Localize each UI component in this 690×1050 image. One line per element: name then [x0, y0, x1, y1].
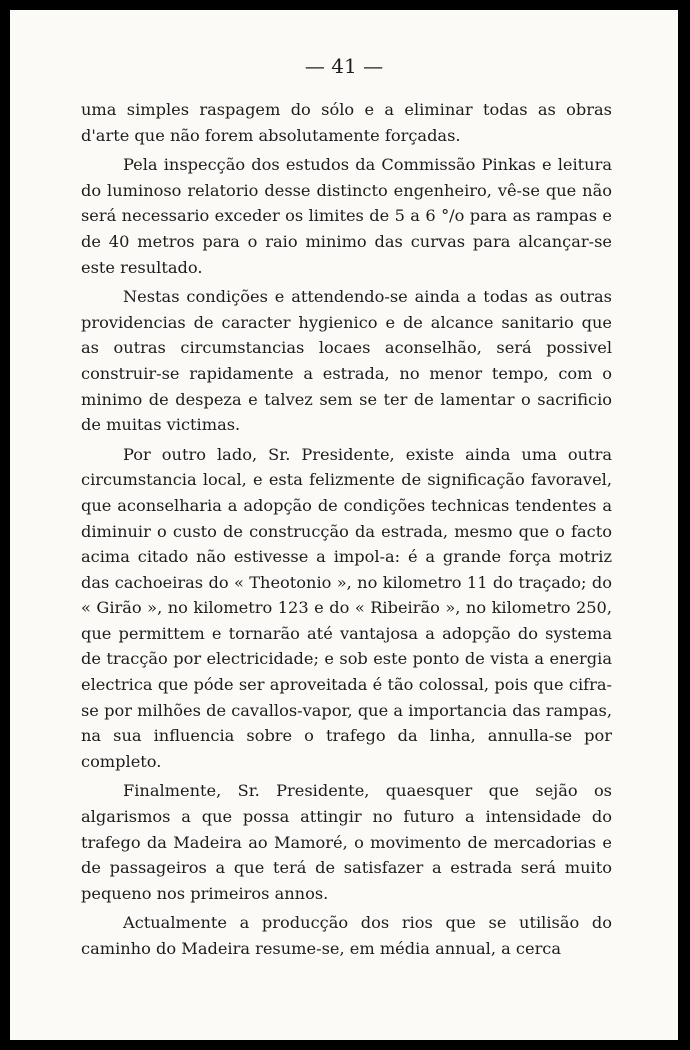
paragraph-inspection-pinkas: Pela inspecção dos estudos da Commissão Pinkas e leitura do luminoso relatorio desse distincto engenheiro, vê-se que não será necessario exceder os limites de 5 a 6 °/o para as rampas e de 40 metros para o raio minimo das curvas para alcançar-se este resultado.: [81, 155, 612, 277]
paragraph-continued: uma simples raspagem do sólo e a eliminar todas as obras d'arte que não forem absolutamente forçadas.: [81, 100, 612, 145]
paragraph-sanitary-conditions: Nestas condições e attendendo-se ainda a todas as outras providencias de caracter hygienico e de alcance sanitario que as outras circumstancias locaes aconselhão, será possivel construir-se rapidamente a estrada, no menor tempo, com o minimo de despeza e talvez sem se ter de lamentar o sacrificio de muitas victimas.: [81, 287, 612, 435]
document-page: [10, 10, 678, 1040]
paragraph-traffic-madeira-mamore: Finalmente, Sr. Presidente, quaesquer que sejão os algarismos a que possa attingir no futuro a intensidade do trafego da Madeira ao Mamoré, o movimento de mercadorias e de passageiros a que terá de satisfazer a estrada será muito pequeno nos primeiros annos.: [81, 781, 612, 903]
page-number: — 41 —: [304, 54, 384, 78]
body-text: [81, 97, 612, 962]
paragraph-river-production: Actualmente a producção dos rios que se utilisão do caminho do Madeira resume-se, em média annual, a cerca: [81, 913, 612, 958]
paragraph-electric-traction: Por outro lado, Sr. Presidente, existe ainda uma outra circumstancia local, e esta felizmente de significação favoravel, que aconselharia a adopção de condições technicas tendentes a diminuir o custo de construcção da estrada, mesmo que o facto acima citado não estivesse a impol-a: é a grande força motriz das cachoeiras do « Theotonio », no kilometro 11 do traçado; do « Girão », no kilometro 123 e do « Ribeirão », no kilometro 250, que permittem e tornarão até vantajosa a adopção do systema de tracção por electricidade; e sob este ponto de vista a energia electrica que póde ser aproveitada é tão colossal, pois que cifra-se por milhões de cavallos-vapor, que a importancia das rampas, na sua influencia sobre o trafego da linha, annulla-se por completo.: [81, 444, 612, 771]
